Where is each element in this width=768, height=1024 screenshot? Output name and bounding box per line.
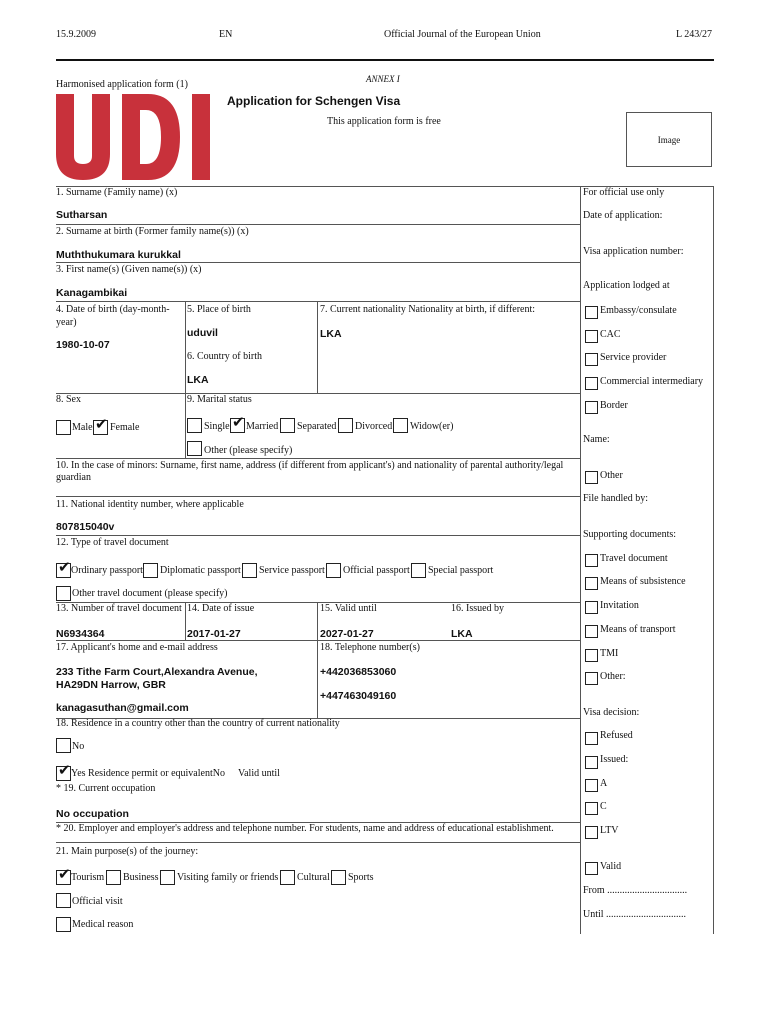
address-line-2[interactable]: HA29DN Harrow, GBR xyxy=(56,679,166,691)
doc-special-label: Special passport xyxy=(428,565,494,576)
sex-female-checkbox[interactable] xyxy=(93,415,108,435)
issue-date-label: 14. Date of issue xyxy=(187,603,255,614)
doc-official-label: Official passport xyxy=(343,565,410,576)
other2-label: Other: xyxy=(600,671,626,682)
header-date: 15.9.2009 xyxy=(56,29,96,40)
marital-divorced-checkbox[interactable] xyxy=(338,418,353,433)
dob-value[interactable]: 1980-10-07 xyxy=(56,339,110,351)
dob-label-1: 4. Date of birth (day-month- xyxy=(56,304,170,315)
c-checkbox[interactable] xyxy=(585,802,598,815)
doc-number-label: 13. Number of travel document xyxy=(56,603,182,614)
rule xyxy=(185,602,186,640)
official-supporting: Supporting documents: xyxy=(583,529,677,540)
photo-box xyxy=(626,112,712,167)
valid-label: Valid xyxy=(600,861,622,872)
marital-married-label: Married xyxy=(246,421,279,432)
residence-valid-label: Valid until xyxy=(238,768,280,779)
address-label: 17. Applicant's home and e-mail address xyxy=(56,642,218,653)
doc-type-label: 12. Type of travel document xyxy=(56,537,169,548)
check-icon: ✔ xyxy=(58,558,71,576)
check-icon: ✔ xyxy=(232,413,245,431)
embassy-label: Embassy/consulate xyxy=(600,305,677,316)
doc-official-checkbox[interactable] xyxy=(326,563,341,578)
issued-checkbox[interactable] xyxy=(585,756,598,769)
rule xyxy=(56,496,580,497)
residence-yes-checkbox[interactable] xyxy=(56,761,71,781)
a-checkbox[interactable] xyxy=(585,779,598,792)
border-label: Border xyxy=(600,400,628,411)
service-provider-checkbox[interactable] xyxy=(585,353,598,366)
residence-label: 18. Residence in a country other than the country of current nationality xyxy=(56,718,340,729)
valid-checkbox[interactable] xyxy=(585,862,598,875)
invitation-checkbox[interactable] xyxy=(585,601,598,614)
marital-separated-label: Separated xyxy=(297,421,337,432)
doc-ordinary-label: Ordinary passport xyxy=(71,565,143,576)
marital-other-label: Other (please specify) xyxy=(204,445,293,456)
border-checkbox[interactable] xyxy=(585,401,598,414)
surname-label: 1. Surname (Family name) (x) xyxy=(56,187,178,198)
residence-no-checkbox[interactable] xyxy=(56,738,71,753)
occupation-value[interactable]: No occupation xyxy=(56,808,129,820)
tmi-checkbox[interactable] xyxy=(585,649,598,662)
other2-checkbox[interactable] xyxy=(585,672,598,685)
official-lodged: Application lodged at xyxy=(583,280,670,291)
annex-label: ANNEX I xyxy=(366,74,400,84)
marital-separated-checkbox[interactable] xyxy=(280,418,295,433)
issue-date-value[interactable]: 2017-01-27 xyxy=(187,628,241,640)
form-title: Application for Schengen Visa xyxy=(227,94,401,108)
nationality-label: 7. Current nationality Nationality at birth, if different: xyxy=(320,304,536,315)
photo-label: Image xyxy=(657,134,681,145)
rule xyxy=(56,224,580,225)
header-ref: L 243/27 xyxy=(676,29,713,40)
marital-other-checkbox[interactable] xyxy=(187,441,202,456)
birth-surname-label: 2. Surname at birth (Former family name(s)) (x) xyxy=(56,226,249,237)
first-name-label: 3. First name(s) (Given name(s)) (x) xyxy=(56,264,202,275)
header-journal: Official Journal of the European Union xyxy=(384,29,541,40)
birth-surname-value[interactable]: Muththukumara kurukkal xyxy=(56,249,181,261)
nin-value[interactable]: 807815040v xyxy=(56,521,115,533)
official-visa-number: Visa application number: xyxy=(583,246,684,257)
rule xyxy=(185,301,186,393)
nin-label: 11. National identity number, where applicable xyxy=(56,499,244,510)
official-name: Name: xyxy=(583,434,610,445)
pob-value[interactable]: uduvil xyxy=(187,327,218,339)
travel-doc-checkbox[interactable] xyxy=(585,554,598,567)
valid-until-value[interactable]: 2027-01-27 xyxy=(320,628,374,640)
subsistence-label: Means of subsistence xyxy=(600,576,686,587)
dob-label-2: year) xyxy=(56,317,77,328)
from-field[interactable]: From ................................ xyxy=(583,885,688,896)
marital-divorced-label: Divorced xyxy=(355,421,393,432)
pob-label: 5. Place of birth xyxy=(187,304,251,315)
purpose-label: 21. Main purpose(s) of the journey: xyxy=(56,846,199,857)
purpose-medical-label: Medical reason xyxy=(72,919,134,930)
employer-label: * 20. Employer and employer's address and telephone number. For students, name and address of educational establishment. xyxy=(56,823,554,834)
purpose-sports-label: Sports xyxy=(348,872,374,883)
purpose-tourism-checkbox[interactable] xyxy=(56,865,71,885)
surname-value[interactable]: Sutharsan xyxy=(56,209,108,221)
purpose-tourism-label: Tourism xyxy=(71,872,105,883)
purpose-business-label: Business xyxy=(123,872,159,883)
subsistence-checkbox[interactable] xyxy=(585,577,598,590)
marital-married-checkbox[interactable] xyxy=(230,413,245,433)
c-label: C xyxy=(600,801,607,812)
purpose-sports-checkbox[interactable] xyxy=(331,870,346,885)
rule xyxy=(713,186,714,934)
doc-diplomatic-label: Diplomatic passport xyxy=(160,565,241,576)
refused-label: Refused xyxy=(600,730,633,741)
transport-checkbox[interactable] xyxy=(585,625,598,638)
minors-label-1: 10. In the case of minors: Surname, first name, address (if different from applicant's) and nationality of parental authority/legal xyxy=(56,460,564,471)
header-rule xyxy=(56,59,714,61)
doc-service-label: Service passport xyxy=(259,565,325,576)
marital-single-checkbox[interactable] xyxy=(187,418,202,433)
service-provider-label: Service provider xyxy=(600,352,667,363)
purpose-medical-checkbox[interactable] xyxy=(56,917,71,932)
cac-checkbox[interactable] xyxy=(585,330,598,343)
nationality-value[interactable]: LKA xyxy=(320,328,342,340)
rule xyxy=(56,842,580,843)
sex-label: 8. Sex xyxy=(56,394,81,405)
rule xyxy=(56,393,580,394)
purpose-visiting-checkbox[interactable] xyxy=(160,870,175,885)
marital-widow-checkbox[interactable] xyxy=(393,418,408,433)
occupation-label: * 19. Current occupation xyxy=(56,783,156,794)
rule xyxy=(185,393,186,458)
purpose-cultural-label: Cultural xyxy=(297,872,330,883)
udi-logo xyxy=(56,94,212,180)
a-label: A xyxy=(600,778,608,789)
sex-female-label: Female xyxy=(110,422,140,433)
rule xyxy=(56,640,580,641)
free-note: This application form is free xyxy=(327,116,441,127)
phone-2-value[interactable]: +447463049160 xyxy=(320,690,397,702)
tmi-label: TMI xyxy=(600,648,619,659)
other-checkbox[interactable] xyxy=(585,471,598,484)
cac-label: CAC xyxy=(600,329,621,340)
header-lang: EN xyxy=(219,29,233,40)
ltv-checkbox[interactable] xyxy=(585,826,598,839)
address-line-1[interactable]: 233 Tithe Farm Court,Alexandra Avenue, xyxy=(56,666,258,678)
doc-service-checkbox[interactable] xyxy=(242,563,257,578)
rule xyxy=(56,301,580,302)
phone-1-value[interactable]: +442036853060 xyxy=(320,666,397,678)
email-value[interactable]: kanagasuthan@gmail.com xyxy=(56,702,189,714)
purpose-cultural-checkbox[interactable] xyxy=(280,870,295,885)
sex-male-checkbox[interactable] xyxy=(56,420,71,435)
purpose-visiting-label: Visiting family or friends xyxy=(177,872,279,883)
travel-doc-label: Travel document xyxy=(600,553,668,564)
until-field[interactable]: Until ................................ xyxy=(583,909,687,920)
first-name-value[interactable]: Kanagambikai xyxy=(56,287,128,299)
rule xyxy=(56,458,580,459)
rule xyxy=(56,262,580,263)
invitation-label: Invitation xyxy=(600,600,639,611)
purpose-official-checkbox[interactable] xyxy=(56,893,71,908)
minors-label-2: guardian xyxy=(56,472,91,483)
cob-value[interactable]: LKA xyxy=(187,374,209,386)
rule xyxy=(580,186,581,934)
rule xyxy=(56,535,580,536)
official-date-app: Date of application: xyxy=(583,210,663,221)
doc-other-label: Other travel document (please specify) xyxy=(72,588,228,599)
ltv-label: LTV xyxy=(600,825,619,836)
purpose-official-label: Official visit xyxy=(72,896,123,907)
issued-label: Issued: xyxy=(600,754,629,765)
doc-diplomatic-checkbox[interactable] xyxy=(143,563,158,578)
doc-other-checkbox[interactable] xyxy=(56,586,71,601)
other-label: Other xyxy=(600,470,623,481)
doc-ordinary-checkbox[interactable] xyxy=(56,558,71,578)
refused-checkbox[interactable] xyxy=(585,732,598,745)
issued-by-label: 16. Issued by xyxy=(451,603,505,614)
doc-number-value[interactable]: N6934364 xyxy=(56,628,105,640)
purpose-business-checkbox[interactable] xyxy=(106,870,121,885)
issued-by-value[interactable]: LKA xyxy=(451,628,473,640)
official-file-handled: File handled by: xyxy=(583,493,648,504)
residence-no-label: No xyxy=(72,741,85,752)
check-icon: ✔ xyxy=(95,415,108,433)
harmonised-label: Harmonised application form (1) xyxy=(56,79,188,90)
check-icon: ✔ xyxy=(58,761,71,779)
official-title: For official use only xyxy=(583,187,665,198)
cob-label: 6. Country of birth xyxy=(187,351,262,362)
rule xyxy=(317,301,318,393)
phone-label: 18. Telephone number(s) xyxy=(320,642,420,653)
rule xyxy=(317,602,318,718)
commercial-checkbox[interactable] xyxy=(585,377,598,390)
valid-until-label: 15. Valid until xyxy=(320,603,377,614)
check-icon: ✔ xyxy=(58,865,71,883)
marital-label: 9. Marital status xyxy=(187,394,252,405)
transport-label: Means of transport xyxy=(600,624,676,635)
sex-male-label: Male xyxy=(72,422,93,433)
doc-special-checkbox[interactable] xyxy=(411,563,426,578)
marital-widow-label: Widow(er) xyxy=(410,421,454,432)
embassy-checkbox[interactable] xyxy=(585,306,598,319)
residence-yes-label: Yes Residence permit or equivalentNo xyxy=(71,768,225,779)
commercial-label: Commercial intermediary xyxy=(600,376,704,387)
official-decision: Visa decision: xyxy=(583,707,640,718)
marital-single-label: Single xyxy=(204,421,230,432)
